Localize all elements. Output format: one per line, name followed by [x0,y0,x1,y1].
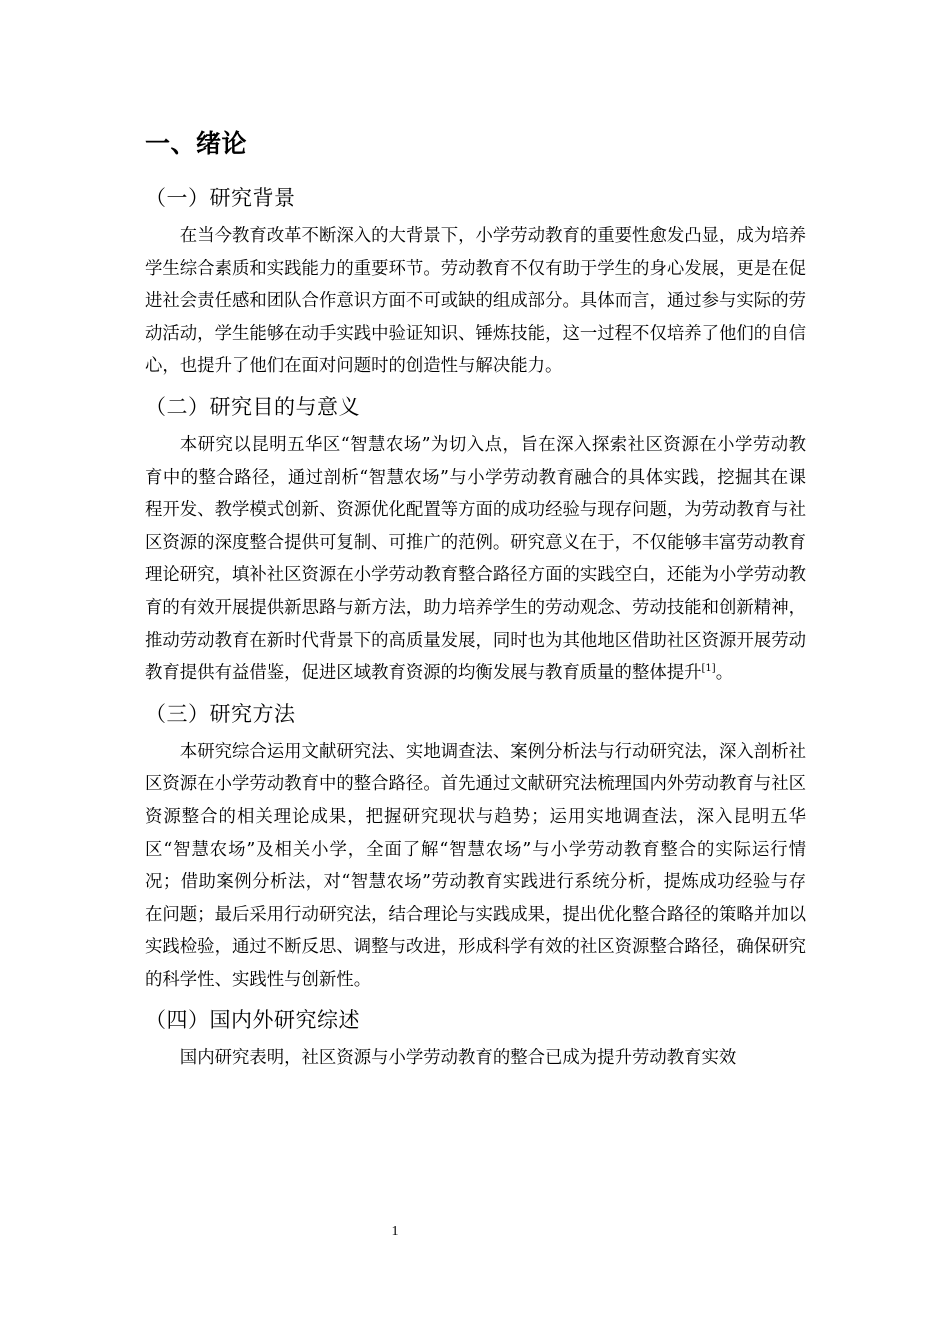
paragraph-purpose-text: 本研究以昆明五华区“智慧农场”为切入点，旨在深入探索社区资源在小学劳动教育中的整合路径，通过剖析“智慧农场”与小学劳动教育融合的具体实践，挖掘其在课程开发、教学模式创新、资源优化配置等方面的成功经验与现存问题，为劳动教育与社区资源的深度整合提供可复制、可推广的范例。研究意义在于，不仅能够丰富劳动教育理论研究，填补社区资源在小学劳动教育整合路径方面的实践空白，还能为小学劳动教育的有效开展提供新思路与新方法，助力培养学生的劳动观念、劳动技能和创新精神，推动劳动教育在新时代背景下的高质量发展，同时也为其他地区借助社区资源开展劳动教育提供有益借鉴，促进区域教育资源的均衡发展与教育质量的整体提升 [145,434,806,684]
chapter-title: 一、绪论 [145,129,248,158]
citation-reference[interactable]: [1] [701,663,716,675]
section-heading-purpose: （二）研究目的与意义 [145,394,360,419]
document-body [145,124,806,1081]
section-heading-background: （一）研究背景 [145,186,296,210]
paragraph-purpose [145,429,806,690]
paragraph-purpose-end: 。 [715,663,734,684]
section-heading-review: （四）国内外研究综述 [145,1008,360,1033]
paragraph-background: 在当今教育改革不断深入的大背景下，小学劳动教育的重要性愈发凸显，成为培养学生综合素质和实践能力的重要环节。劳动教育不仅有助于学生的身心发展，更是在促进社会责任感和团队合作意识方面不可或缺的组成部分。具体而言，通过参与实际的劳动活动，学生能够在动手实践中验证知识、锤炼技能，这一过程不仅培养了他们的自信心，也提升了他们在面对问题时的创造性与解决能力。 [145,226,806,377]
paragraph-methods: 本研究综合运用文献研究法、实地调查法、案例分析法与行动研究法，深入剖析社区资源在小学劳动教育中的整合路径。首先通过文献研究法梳理国内外劳动教育与社区资源整合的相关理论成果，把握研究现状与趋势；运用实地调查法，深入昆明五华区“智慧农场”及相关小学，全面了解“智慧农场”与小学劳动教育整合的实际运行情况；借助案例分析法，对“智慧农场”劳动教育实践进行系统分析，提炼成功经验与存在问题；最后采用行动研究法，结合理论与实践成果，提出优化整合路径的策略并加以实践检验，通过不断反思、调整与改进，形成科学有效的社区资源整合路径，确保研究的科学性、实践性与创新性。 [145,741,806,990]
section-heading-methods: （三）研究方法 [145,701,296,726]
page-number: 1 [391,1224,399,1239]
paragraph-review: 国内研究表明，社区资源与小学劳动教育的整合已成为提升劳动教育实效 [179,1048,737,1069]
